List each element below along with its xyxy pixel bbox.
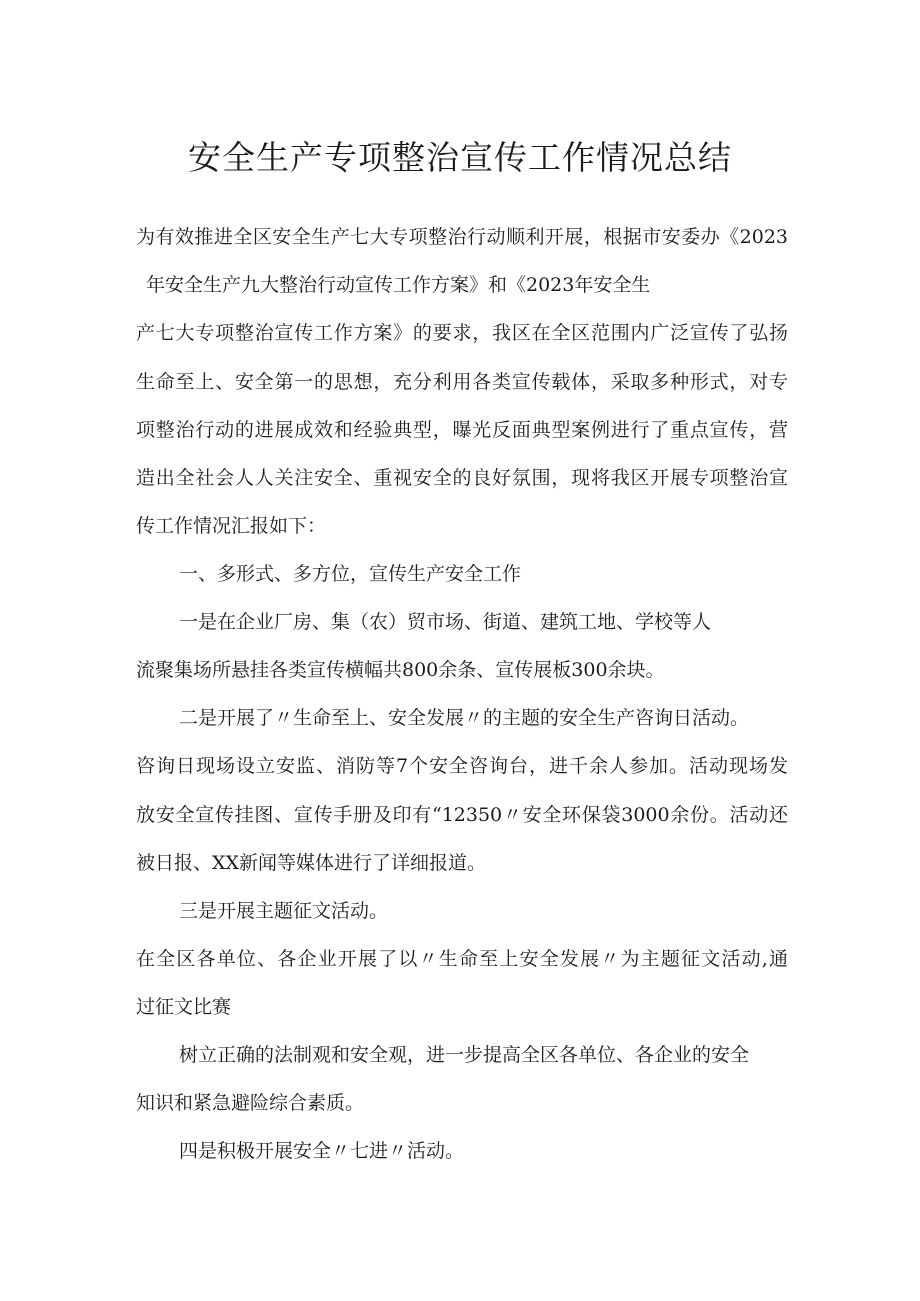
paragraph-line: 项整治行动的进展成效和经验典型，曝光反面典型案例进行了重点宣传，营: [136, 419, 788, 441]
paragraph-line: 生命至上、安全第一的思想，充分利用各类宣传载体，采取多种形式，对专: [136, 371, 788, 393]
paragraph-line: 被日报、XX新闻等媒体进行了详细报道。: [136, 852, 487, 874]
paragraph-line: 过征文比赛: [136, 996, 232, 1018]
paragraph-line: 年安全生产九大整治行动宣传工作方案》和《2023年安全生: [146, 274, 651, 296]
paragraph-line: 三是开展主题征文活动。: [179, 900, 389, 922]
paragraph-line: 造出全社会人人关注安全、重视安全的良好氛围，现将我区开展专项整治宣: [136, 467, 788, 489]
paragraph-line: 四是积极开展安全〃七进〃活动。: [179, 1140, 465, 1162]
paragraph-line: 树立正确的法制观和安全观，进一步提高全区各单位、各企业的安全: [179, 1044, 750, 1066]
document-title: 安全生产专项整治宣传工作情况总结: [188, 138, 732, 177]
paragraph-line: 二是开展了〃生命至上、安全发展〃的主题的安全生产咨询日活动。: [179, 707, 750, 729]
paragraph-line: 为有效推进全区安全生产七大专项整治行动顺利开展，根据市安委办《2023: [136, 226, 788, 248]
paragraph-line: 放安全宣传挂图、宣传手册及印有“12350〃安全环保袋3000余份。活动还: [136, 804, 788, 826]
paragraph-line: 一是在企业厂房、集（农）贸市场、街道、建筑工地、学校等人: [179, 611, 712, 633]
paragraph-line: 咨询日现场设立安监、消防等7个安全咨询台，进千余人参加。活动现场发: [136, 755, 788, 777]
paragraph-line: 知识和紧急避险综合素质。: [136, 1092, 365, 1114]
paragraph-line: 流聚集场所悬挂各类宣传横幅共800余条、宣传展板300余块。: [136, 659, 665, 681]
paragraph-line: 产七大专项整治宣传工作方案》的要求，我区在全区范围内广泛宣传了弘扬: [136, 322, 788, 344]
section-heading: 一、多形式、多方位，宣传生产安全工作: [179, 563, 522, 585]
paragraph-line: 传工作情况汇报如下：: [136, 515, 327, 537]
paragraph-line: 在全区各单位、各企业开展了以〃生命至上安全发展〃为主题征文活动,通: [136, 948, 788, 970]
